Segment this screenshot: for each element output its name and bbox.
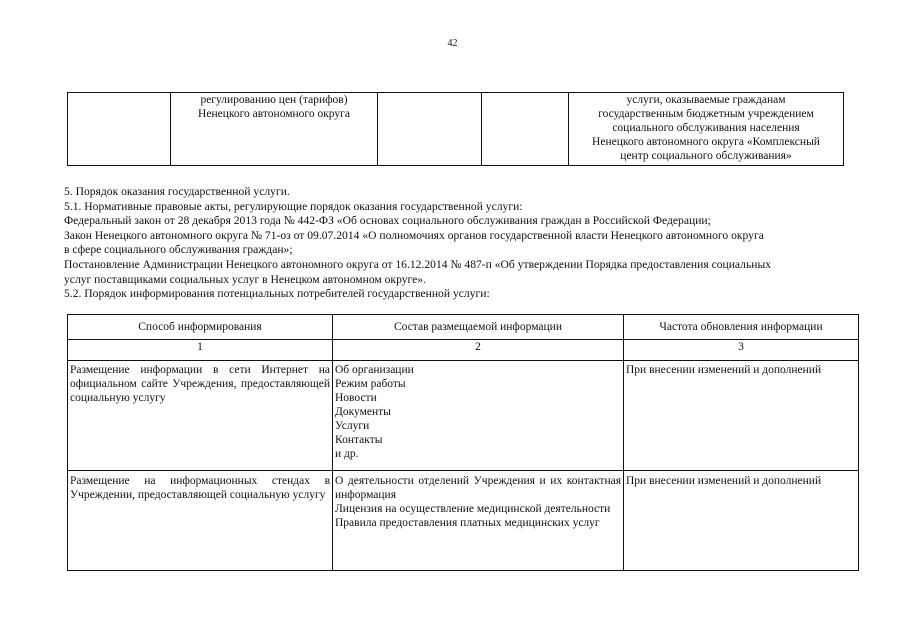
content-item: Документы: [335, 406, 391, 418]
cell-text: Ненецкого автономного округа: [198, 108, 350, 120]
table-row: [68, 93, 844, 166]
cell-text: социального обслуживания населения: [612, 122, 800, 134]
paragraph-line: услуг поставщиками социальных услуг в Ненецком автономном округе».: [64, 272, 426, 286]
content-item: Услуги: [335, 420, 370, 432]
table-row: [68, 471, 859, 571]
content-item: Лицензия на осуществление медицинской деятельности: [335, 503, 611, 515]
content-item: и др.: [335, 448, 359, 460]
cell-text: центр социального обслуживания»: [620, 150, 792, 162]
table-cell: [68, 93, 171, 166]
cell-text: Ненецкого автономного округа «Комплексный: [592, 136, 820, 148]
paragraph-line: 5.1. Нормативные правовые акты, регулирующие порядок оказания государственной услуги:: [64, 199, 523, 213]
column-header: Частота обновления информации: [624, 315, 859, 340]
cell-text: государственным бюджетным учреждением: [598, 108, 814, 120]
table-cell: [569, 93, 844, 166]
content-cell: [333, 361, 624, 471]
paragraph-line: Постановление Администрации Ненецкого автономного округа от 16.12.2014 № 487-п «Об утверждении Порядка предоставления социальных: [64, 257, 772, 271]
frequency-cell: При внесении изменений и дополнений: [624, 471, 859, 571]
frequency-cell: При внесении изменений и дополнений: [624, 361, 859, 471]
column-header: Состав размещаемой информации: [333, 315, 624, 340]
information-table: [67, 314, 859, 571]
column-number: 3: [624, 340, 859, 361]
paragraph-line: 5.2. Порядок информирования потенциальных потребителей государственной услуги:: [64, 287, 490, 301]
table-number-row: [68, 340, 859, 361]
top-continuation-table: [67, 92, 844, 166]
content-cell: [333, 471, 624, 571]
method-cell: Размещение на информационных стендах в Учреждении, предоставляющей социальную услугу: [68, 471, 333, 571]
cell-text: услуги, оказываемые гражданам: [626, 94, 786, 106]
content-item: О деятельности отделений Учреждения и их контактная информация: [335, 475, 621, 501]
method-cell: Размещение информации в сети Интернет на официальном сайте Учреждения, предоставляющей социальную услугу: [68, 361, 333, 471]
column-header: Способ информирования: [68, 315, 333, 340]
section-text: [64, 185, 850, 302]
content-item: Новости: [335, 392, 377, 404]
content-item: Правила предоставления платных медицинских услуг: [335, 517, 600, 529]
table-cell: [378, 93, 482, 166]
paragraph-line: 5. Порядок оказания государственной услуги.: [64, 185, 290, 198]
column-number: 1: [68, 340, 333, 361]
table-cell: [482, 93, 569, 166]
cell-text: регулированию цен (тарифов): [200, 94, 348, 106]
paragraph-line: Федеральный закон от 28 декабря 2013 года № 442-ФЗ «Об основах социального обслуживания граждан в Российской Федерации;: [64, 214, 711, 228]
paragraph-line: Закон Ненецкого автономного округа № 71-оз от 09.07.2014 «О полномочиях органов государственной власти Ненецкого автономного округа: [64, 228, 764, 242]
table-cell: [171, 93, 378, 166]
content-item: Об организации: [335, 364, 414, 376]
table-row: [68, 361, 859, 471]
page-number: 42: [447, 38, 458, 49]
paragraph-line: в сфере социального обслуживания граждан»;: [64, 243, 293, 257]
column-number: 2: [333, 340, 624, 361]
content-item: Контакты: [335, 434, 383, 446]
table-header-row: [68, 315, 859, 340]
content-item: Режим работы: [335, 378, 406, 390]
